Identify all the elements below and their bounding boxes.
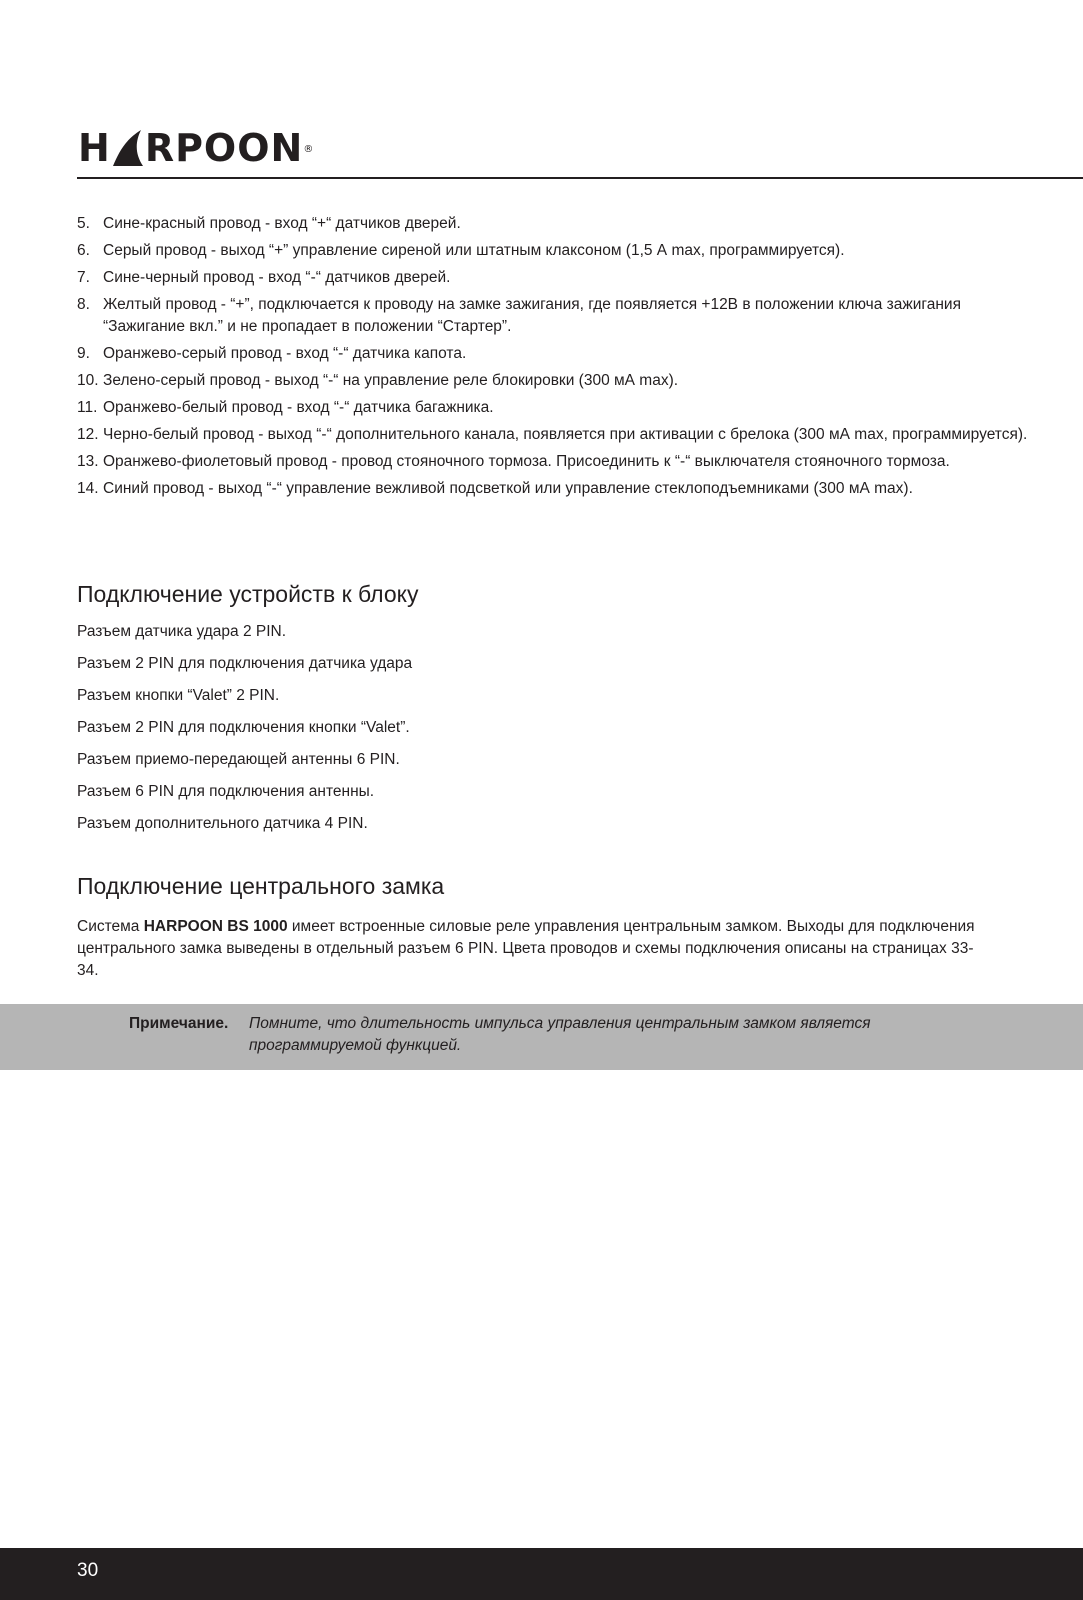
list-item-text: Сине-красный провод - вход “+“ датчиков дверей. <box>103 215 461 232</box>
connector-item: Разъем дополнительного датчика 4 PIN. <box>77 815 368 832</box>
connector-item: Разъем 2 PIN для подключения кнопки “Valet”. <box>77 719 410 736</box>
para-rest: имеет встроенные силовые реле управления центральным замком. Выходы для подключения центрального замка выведены в отдельный разъем 6 PIN. Цвета проводов и схемы подключения описаны на страницах 33-34. <box>77 918 975 979</box>
harpoon-logo <box>78 128 314 168</box>
wiring-list-item <box>77 267 1037 289</box>
list-item-text: Оранжево-фиолетовый провод - провод стояночного тормоза. Присоединить к “-“ выключателя стояночного тормоза. <box>103 453 950 470</box>
header-rule <box>77 177 1083 179</box>
list-item-text: Желтый провод - “+”, подключается к проводу на замке зажигания, где появляется +12В в положении ключа зажигания “Зажигание вкл.” и не пропадает в положении “Стартер”. <box>103 296 961 335</box>
list-item-number: 5. <box>77 215 90 232</box>
wiring-list-item <box>77 294 1037 338</box>
shark-fin-icon <box>111 130 145 166</box>
list-item-number: 6. <box>77 242 90 259</box>
logo-letters-rpoon: RPOON <box>144 126 304 170</box>
list-item-number: 7. <box>77 269 90 286</box>
registered-mark: ® <box>303 144 315 155</box>
note-box <box>0 1004 1083 1070</box>
product-name: HARPOON BS 1000 <box>143 918 288 935</box>
list-item-number: 13. <box>77 453 99 470</box>
connector-item: Разъем 2 PIN для подключения датчика удара <box>77 655 413 672</box>
section-title-central-lock: Подключение центрального замка <box>77 873 445 899</box>
para-prefix: Система <box>77 918 144 935</box>
list-item-text: Серый провод - выход “+” управление сиреной или штатным клаксоном (1,5 А max, программируется). <box>103 242 845 259</box>
connector-item: Разъем приемо-передающей антенны 6 PIN. <box>77 751 400 768</box>
wiring-list-item <box>77 370 1037 392</box>
wiring-list-item <box>77 213 1037 235</box>
wiring-list-item <box>77 424 1037 446</box>
connector-item: Разъем датчика удара 2 PIN. <box>77 623 287 640</box>
connector-item: Разъем 6 PIN для подключения антенны. <box>77 783 375 800</box>
list-item-number: 11. <box>77 399 98 416</box>
list-item-text: Сине-черный провод - вход “-“ датчиков дверей. <box>103 269 451 286</box>
wiring-list-item <box>77 397 1037 419</box>
wiring-list-item <box>77 343 1037 365</box>
wiring-list-item <box>77 478 1037 500</box>
section-title-devices: Подключение устройств к блоку <box>77 581 419 607</box>
logo-letter-h: H <box>78 126 111 170</box>
note-text: Помните, что длительность импульса управления центральным замком является программируемой функцией. <box>249 1015 871 1054</box>
list-item-text: Оранжево-белый провод - вход “-“ датчика багажника. <box>103 399 494 416</box>
list-item-text: Оранжево-серый провод - вход “-“ датчика капота. <box>103 345 467 362</box>
wiring-list-item <box>77 451 1037 473</box>
note-label: Примечание. <box>129 1015 229 1032</box>
list-item-text: Зелено-серый провод - выход “-“ на управление реле блокировки (300 мА max). <box>103 372 679 389</box>
page-number: 30 <box>77 1560 99 1581</box>
list-item-number: 14. <box>77 480 99 497</box>
list-item-number: 10. <box>77 372 99 389</box>
list-item-number: 8. <box>77 296 90 313</box>
connector-list <box>77 622 412 846</box>
footer-bar <box>0 1548 1083 1600</box>
list-item-text: Черно-белый провод - выход “-“ дополнительного канала, появляется при активации с брелока (300 мА max, программируется). <box>103 426 1028 443</box>
list-item-number: 9. <box>77 345 90 362</box>
wiring-list <box>77 213 1037 505</box>
central-lock-paragraph <box>77 916 977 982</box>
connector-item: Разъем кнопки “Valet” 2 PIN. <box>77 687 280 704</box>
wiring-list-item <box>77 240 1037 262</box>
list-item-number: 12. <box>77 426 99 443</box>
list-item-text: Синий провод - выход “-“ управление вежливой подсветкой или управление стеклоподъемниками (300 мА max). <box>103 480 913 497</box>
